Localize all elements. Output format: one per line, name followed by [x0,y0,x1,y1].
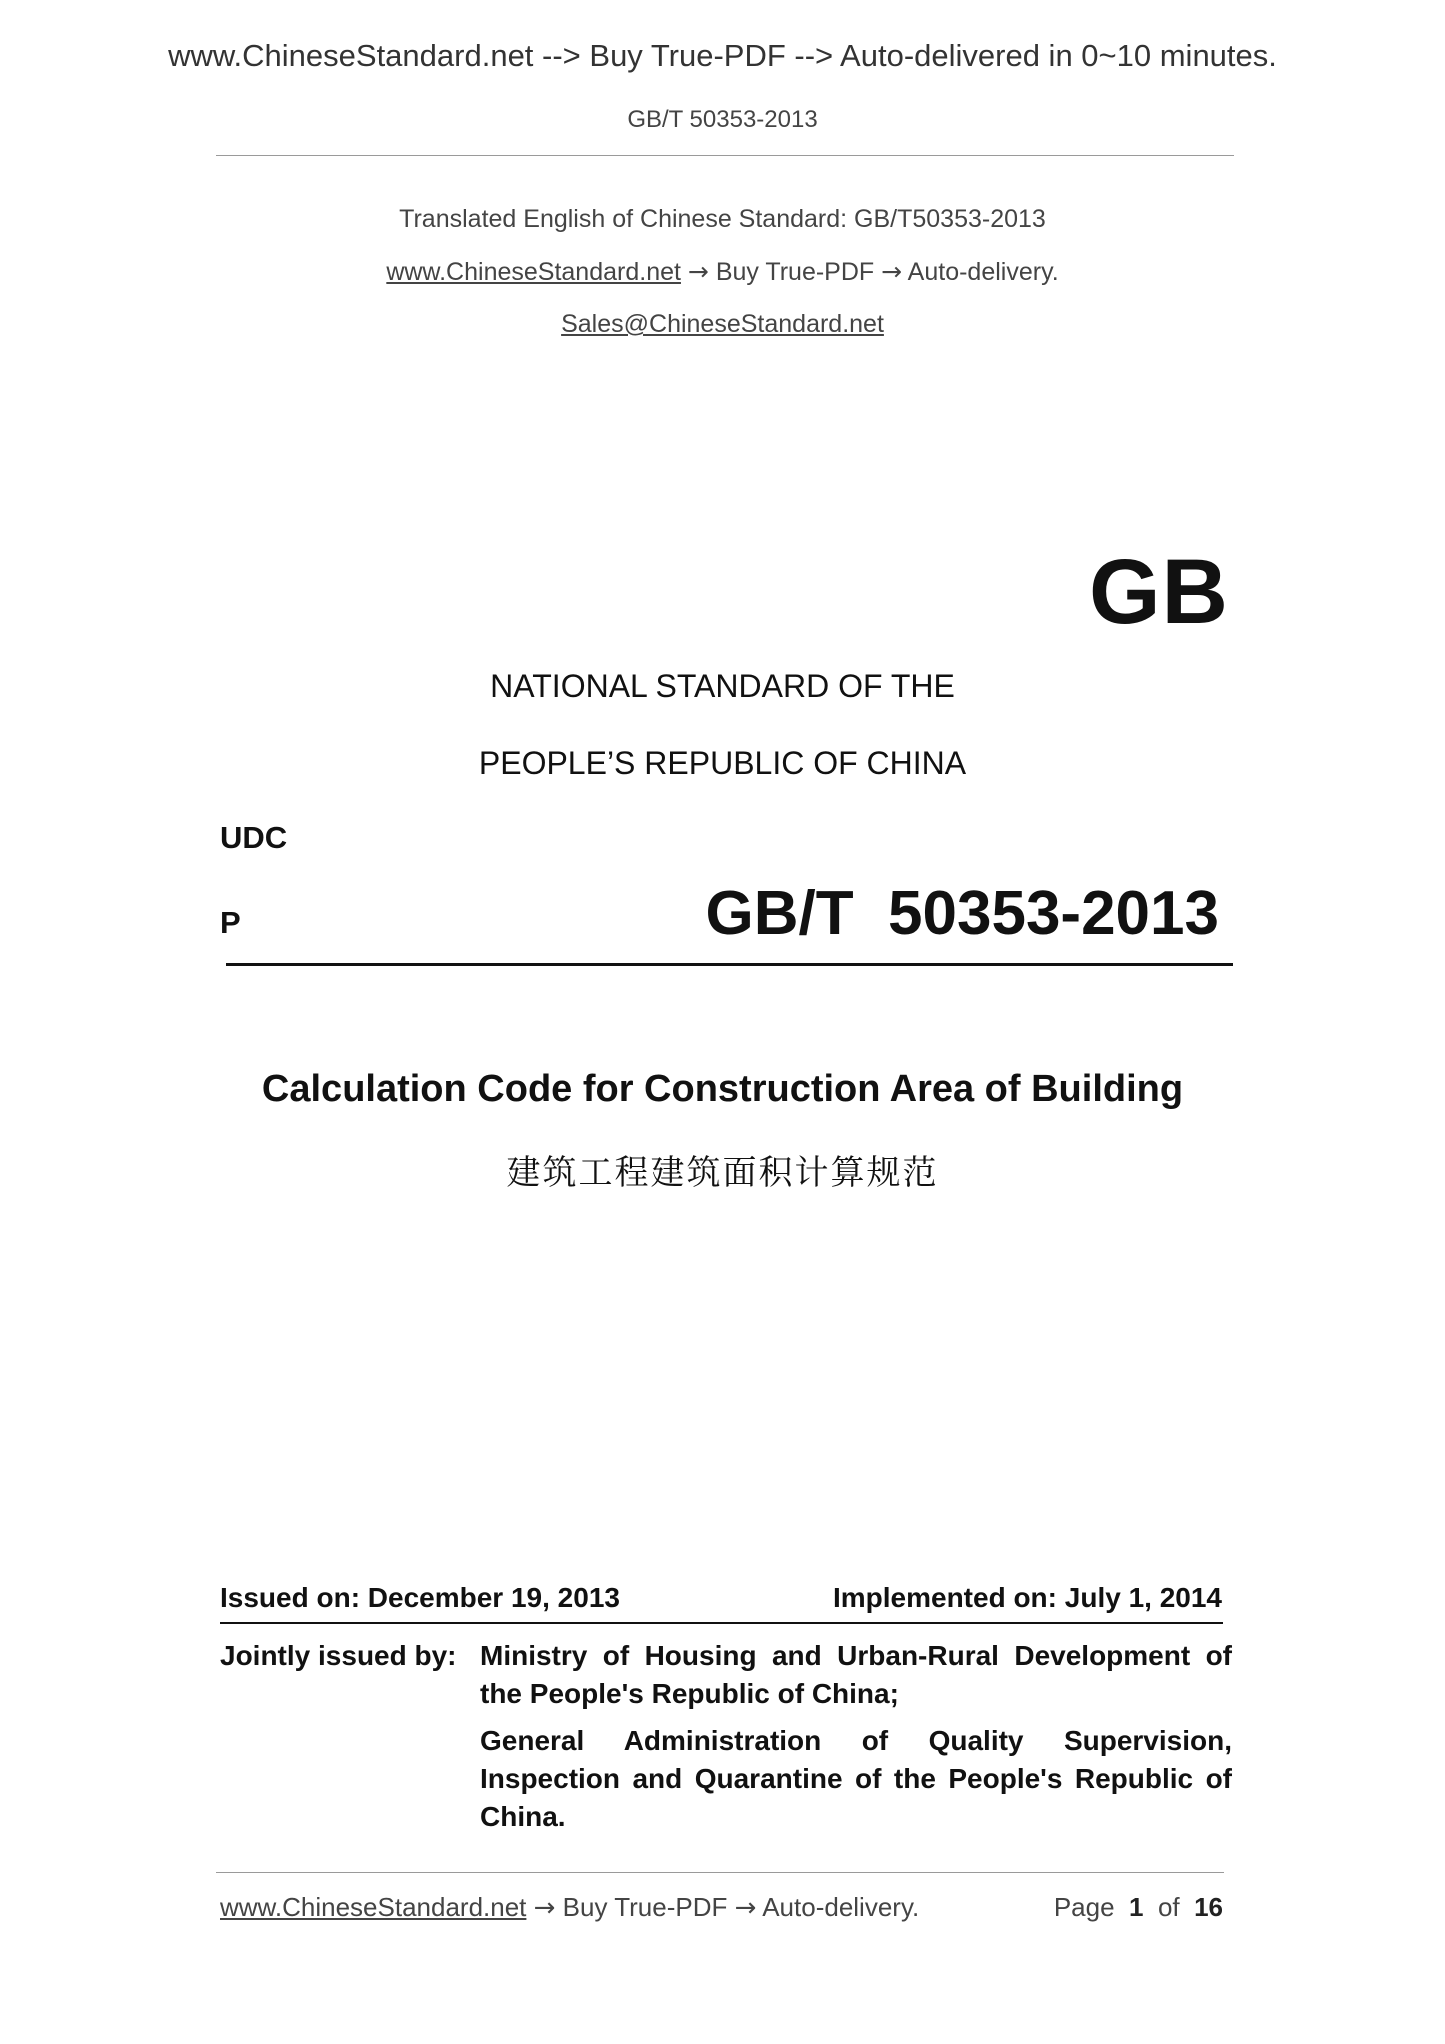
title-english: Calculation Code for Construction Area of Building [261,1068,1184,1110]
gb-mark: GB [1089,541,1229,643]
page-label: Page [1053,1892,1115,1922]
udc-label: UDC [220,820,288,855]
page-current: 1 [1129,1892,1144,1922]
footer-divider [216,1872,1224,1873]
standard-number-rule [226,963,1233,966]
national-standard-line-1: NATIONAL STANDARD OF THE [490,668,955,704]
page-of: of [1157,1892,1180,1922]
top-banner: www.ChineseStandard.net --> Buy True-PDF --> Auto-delivered in 0~10 minutes. [168,38,1277,73]
arrow-right-icon: → [881,257,903,286]
header-standard-id: GB/T 50353-2013 [627,106,818,133]
title-chinese: 建筑工程建筑面积计算规范 [506,1153,939,1193]
footer-buy-text: Buy True-PDF [562,1892,728,1922]
page-total: 16 [1194,1892,1223,1922]
page-indicator [1054,1892,1223,1923]
standard-number: GB/T 50353-2013 [705,879,1219,948]
buy-true-pdf-text: Buy True-PDF [715,258,875,286]
arrow-right-icon: → [533,1893,556,1923]
issued-on: Issued on: December 19, 2013 [220,1582,620,1613]
translated-notice: Translated English of Chinese Standard: GB/T50353-2013 [399,205,1046,233]
issuance-divider [220,1622,1223,1624]
footer-site-link[interactable]: www.ChineseStandard.net [220,1892,527,1922]
arrow-right-icon: → [734,1893,757,1923]
issuer-ministry: Ministry of Housing and Urban-Rural Development of the People's Republic of China; [480,1640,1232,1709]
implemented-on: Implemented on: July 1, 2014 [832,1582,1222,1613]
national-standard-line-2: PEOPLE’S REPUBLIC OF CHINA [478,745,967,781]
footer-links [220,1892,919,1923]
intro-links-line [0,257,1445,287]
email-line [0,310,1445,339]
issuer-aqsiq: General Administration of Quality Supervision, Inspection and Quarantine of the People's Republic of China. [480,1725,1232,1832]
site-link[interactable]: www.ChineseStandard.net [386,258,681,286]
sales-email-link[interactable]: Sales@ChineseStandard.net [561,310,884,338]
footer-delivery-text: Auto-delivery. [762,1892,920,1922]
arrow-right-icon: → [687,257,709,286]
p-label: P [220,905,241,940]
header-divider [216,155,1234,156]
jointly-issued-label: Jointly issued by: [220,1640,457,1671]
auto-delivery-text: Auto-delivery. [907,258,1059,286]
